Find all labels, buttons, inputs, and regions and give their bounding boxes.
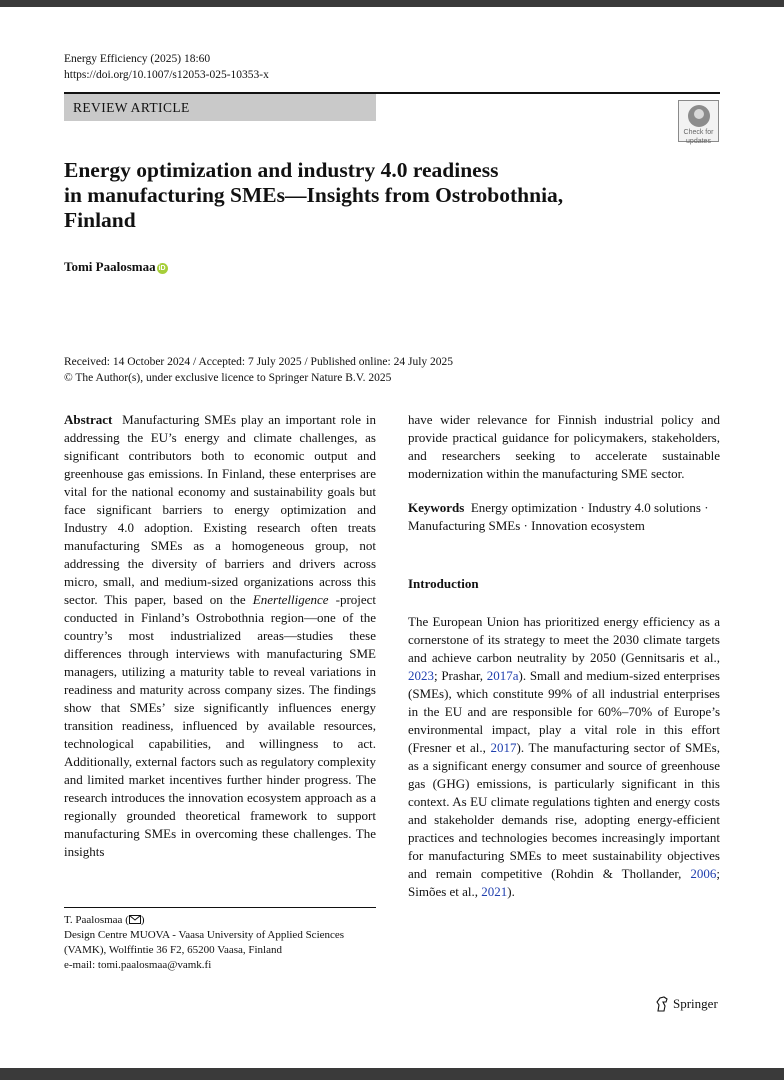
top-bar — [0, 0, 784, 7]
publisher-logo — [655, 996, 718, 1012]
publication-dates — [64, 354, 453, 386]
publisher-name: Springer — [673, 996, 718, 1011]
footnote-author: T. Paalosmaa ( ) — [64, 914, 145, 926]
title-line-3: Finland — [64, 208, 136, 232]
author-name[interactable]: Tomi Paalosmaa — [64, 259, 156, 274]
abstract-column — [64, 411, 376, 861]
article-type-banner: REVIEW ARTICLE — [64, 94, 376, 121]
abstract-continued: have wider relevance for Finnish industrial policy and provide practical guidance for policymakers, stakeholders, and researchers seeking to accelerate sustainable modernization within the manufacturing SME sector. — [408, 412, 720, 481]
journal-info — [64, 51, 269, 83]
title-line-1: Energy optimization and industry 4.0 readiness — [64, 158, 499, 182]
copyright-line: © The Author(s), under exclusive licence to Springer Nature B.V. 2025 — [64, 372, 392, 384]
journal-citation: Energy Efficiency (2025) 18:60 — [64, 53, 211, 65]
introduction-text: The European Union has prioritized energy efficiency as a cornerstone of its strategy to meet the 2030 climate targets and achieve carbon neutrality by 2050 (Gennitsaris et al., 2023; Prashar, 2017a). Small and medium-sized enterprises (SMEs), which constitute 99% of all industrial enterprises in the EU and are responsible for 60%–70% of Europe’s environmental impact, play a vital role in this effort (Fresner et al., 2017). The manufacturing sector of SMEs, as a significant energy consumer and source of greenhouse gas (GHG) emissions, is particularly significant in this context. As EU climate regulations tighten and energy costs and stakeholder demands rise, adopting energy-efficient practices and technologies becomes increasingly important for manufacturing SMEs to meet sustainability objectives and remain competitive (Rohdin & Thollander, 2006; Simões et al., 2021). — [408, 614, 720, 899]
check-updates-icon — [688, 105, 710, 127]
footnote-email[interactable]: e-mail: tomi.paalosmaa@vamk.fi — [64, 959, 212, 971]
abstract-text: Abstract Manufacturing SMEs play an important role in addressing the EU’s energy and climate challenges, as significant contributors both to economic output and greenhouse gas emissions. In Finland, these enterprises are vital for the national economy and sustainability goals but face significant barriers to energy optimization and Industry 4.0 adoption. Existing research often treats manufacturing SMEs as a homogeneous group, not addressing the diversity of barriers and drivers across micro, small, and medium-sized organizations across this sector. This paper, based on the Enertelligence -project conducted in Finland’s Ostrobothnia region—one of the country’s most industrialized areas—studies these differences through interviews with manufacturing SME managers, utilizing a maturity table to reveal variations in readiness and maturity across company sizes. The findings show that SMEs’ size significantly influences energy transition readiness, influenced by available resources, technological capabilities, and willingness to act. Additionally, external factors such as regulatory complexity and limited market incentives further hinder progress. The research introduces the innovation ecosystem approach as a regionally grounded theoretical framework to support manufacturing SMEs in overcoming these challenges. The insights — [64, 412, 377, 859]
article-title — [64, 158, 664, 233]
footnote-affiliation: Design Centre MUOVA - Vaasa University of Applied Sciences (VAMK), Wolffintie 36 F2, 65200 Vaasa, Finland — [64, 929, 345, 956]
envelope-icon[interactable] — [129, 915, 141, 924]
author-footnote — [64, 913, 376, 973]
citation-link[interactable]: 2006 — [690, 866, 717, 881]
citation-link[interactable]: 2017a — [486, 668, 519, 683]
keywords-text: Energy optimization · Industry 4.0 solutions · Manufacturing SMEs · Innovation ecosystem — [408, 500, 709, 533]
bottom-bar — [0, 1068, 784, 1080]
check-updates-badge[interactable] — [678, 100, 719, 145]
author-line — [64, 259, 168, 275]
springer-horse-icon — [655, 996, 669, 1012]
dates-line: Received: 14 October 2024 / Accepted: 7 July 2025 / Published online: 24 July 2025 — [64, 356, 454, 368]
abstract-label: Abstract — [64, 412, 113, 427]
project-name: Enertelligence — [252, 592, 329, 607]
keywords-label: Keywords — [408, 500, 465, 515]
footnote-rule — [64, 907, 376, 908]
keywords — [408, 499, 720, 535]
right-column — [408, 411, 720, 901]
title-line-2: in manufacturing SMEs—Insights from Ostrobothnia, — [64, 183, 564, 207]
introduction-heading: Introduction — [408, 576, 479, 591]
check-updates-line2: updates — [686, 138, 711, 145]
citation-link[interactable]: 2023 — [408, 668, 434, 683]
citation-link[interactable]: 2021 — [481, 884, 508, 899]
check-updates-line1: Check for — [683, 129, 714, 136]
doi-link[interactable]: https://doi.org/10.1007/s12053-025-10353-x — [64, 69, 269, 81]
orcid-icon[interactable]: iD — [158, 265, 166, 272]
citation-link[interactable]: 2017 — [490, 740, 517, 755]
